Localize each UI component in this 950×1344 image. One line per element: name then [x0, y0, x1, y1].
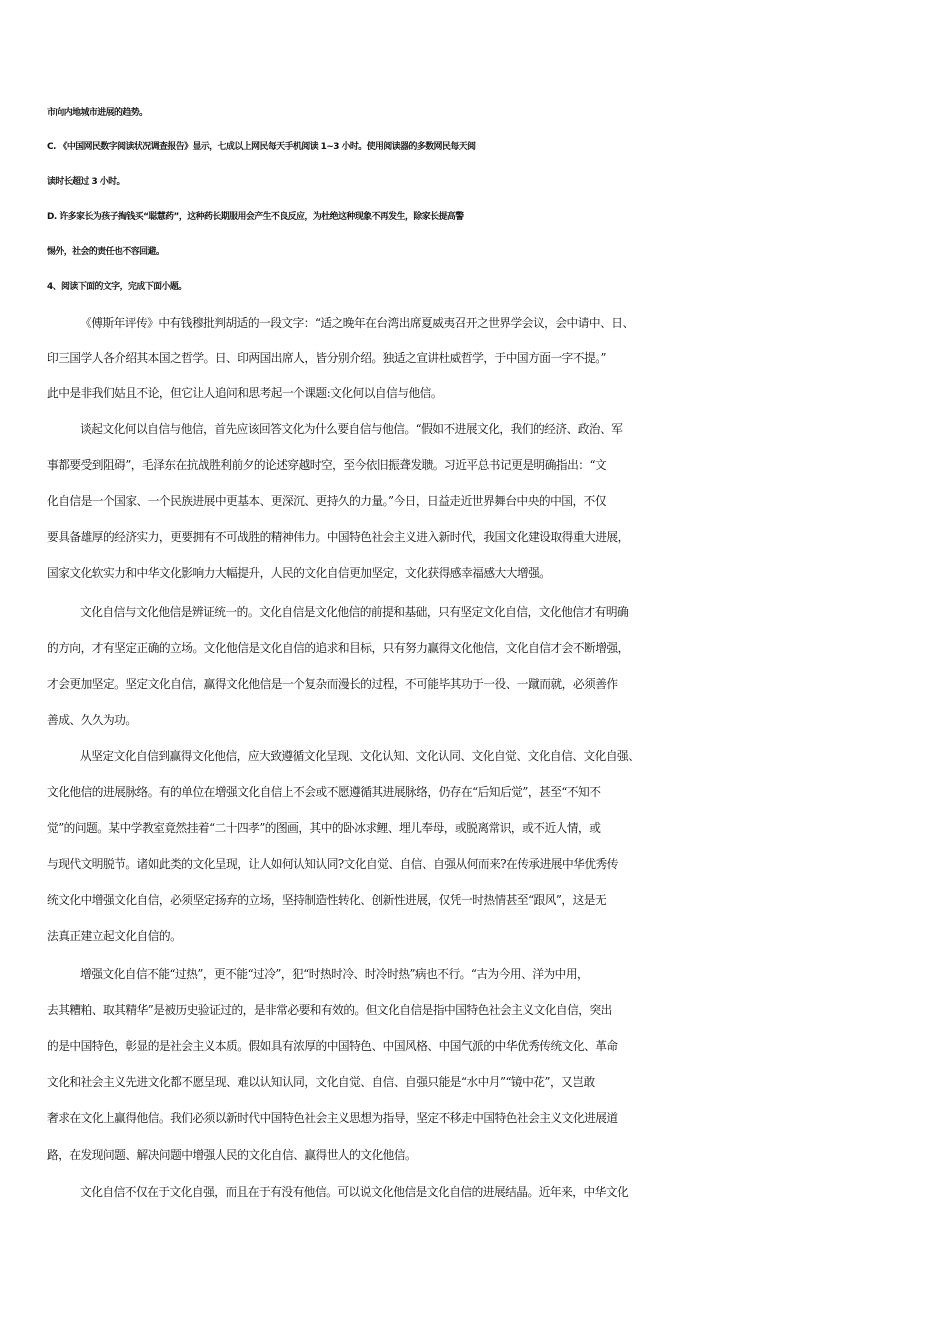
- paragraph-line: 《傅斯年评传》中有钱穆批判胡适的一段文字：“适之晚年在台湾出席夏威夷召开之世界学会议，会中请中、日、: [80, 316, 634, 330]
- text-line: 惕外，社会的责任也不容回避。: [47, 247, 165, 257]
- paragraph-line: 去其糟粕、取其精华”是被历史验证过的，是非常必要和有效的。但文化自信是指中国特色社会主义文化自信，突出: [47, 1003, 612, 1017]
- paragraph-line: 才会更加坚定。坚定文化自信，赢得文化他信是一个复杂而漫长的过程，不可能毕其功于一役、一蹴而就，必须善作: [47, 677, 618, 691]
- paragraph-line: 文化自信与文化他信是辨证统一的。文化自信是文化他信的前提和基础，只有坚定文化自信，文化他信才有明确: [80, 605, 629, 619]
- paragraph-line: 要具备雄厚的经济实力，更要拥有不可战胜的精神伟力。中国特色社会主义进入新时代，我国文化建设取得重大进展，: [47, 530, 629, 544]
- paragraph-line: 文化他信的进展脉络。有的单位在增强文化自信上不会或不愿遵循其进展脉络，仍存在“后知后觉”，甚至“不知不: [47, 785, 601, 799]
- paragraph-line: 的方向，才有坚定正确的立场。文化他信是文化自信的追求和目标，只有努力赢得文化他信，文化自信才会不断增强，: [47, 641, 629, 655]
- paragraph-line: 事都要受到阻碍”，毛泽东在抗战胜利前夕的论述穿越时空，至今依旧振聋发聩。习近平总书记更是明确指出：“文: [47, 458, 607, 472]
- paragraph-line: 此中是非我们姑且不论，但它让人追问和思考起一个课题:文化何以自信与他信。: [47, 386, 443, 400]
- paragraph-line: 印三国学人各介绍其本国之哲学。日、印两国出席人，皆分别介绍。独适之宣讲杜威哲学，于中国方面一字不提。”: [47, 351, 607, 365]
- paragraph-line: 文化和社会主义先进文化都不愿呈现、难以认知认同，文化自觉、自信、自强只能是“水中月”“镜中花”，又岂敢: [47, 1075, 595, 1089]
- paragraph-line: 国家文化软实力和中华文化影响力大幅提升，人民的文化自信更加坚定，文化获得感幸福感大大增强。: [47, 566, 551, 580]
- paragraph-line: 谈起文化何以自信与他信，首先应该回答文化为什么要自信与他信。“假如不进展文化，我们的经济、政治、军: [80, 422, 623, 436]
- option-d-line: D. 许多家长为孩子掏钱买“聪慧药”，这种药长期服用会产生不良反应，为杜绝这种现象不再发生，除家长提高警: [47, 212, 464, 222]
- option-c-line: C. 《中国网民数字阅读状况调查报告》显示，七成以上网民每天手机阅读 1~3 小时。使用阅读器的多数网民每天阅: [47, 142, 476, 152]
- paragraph-line: 善成、久久为功。: [47, 713, 137, 727]
- paragraph-line: 与现代文明脱节。诸如此类的文化呈现，让人如何认知认同?文化自觉、自信、自强从何而来?在传承进展中华优秀传: [47, 857, 618, 871]
- paragraph-line: 的是中国特色，彰显的是社会主义本质。假如具有浓厚的中国特色、中国风格、中国气派的中华优秀传统文化、革命: [47, 1039, 618, 1053]
- paragraph-line: 化自信是一个国家、一个民族进展中更基本、更深沉、更持久的力量。”今日，日益走近世界舞台中央的中国，不仅: [47, 494, 607, 508]
- paragraph-line: 法真正建立起文化自信的。: [47, 929, 182, 943]
- paragraph-line: 从坚定文化自信到赢得文化他信，应大致遵循文化呈现、文化认知、文化认同、文化自觉、文化自信、文化自强、: [80, 749, 640, 763]
- paragraph-line: 增强文化自信不能“过热”，更不能“过冷”，犯“时热时冷、时冷时热”病也不行。“古为今用、洋为中用，: [80, 967, 589, 981]
- question-heading: 4、阅读下面的文字，完成下面小题。: [47, 282, 187, 292]
- text-line: 读时长超过 3 小时。: [47, 177, 125, 187]
- text-line: 市向内地城市进展的趋势。: [47, 108, 148, 118]
- paragraph-line: 统文化中增强文化自信，必须坚定扬弃的立场，坚持制造性转化、创新性进展，仅凭一时热情甚至“跟风”，这是无: [47, 893, 607, 907]
- paragraph-line: 文化自信不仅在于文化自强，而且在于有没有他信。可以说文化他信是文化自信的进展结晶。近年来，中华文化: [80, 1185, 629, 1199]
- paragraph-line: 路，在发现问题、解决问题中增强人民的文化自信、赢得世人的文化他信。: [47, 1148, 417, 1162]
- paragraph-line: 觉”的问题。某中学教室竟然挂着“二十四孝”的图画，其中的卧冰求鲤、埋儿奉母，或脱离常识，或不近人情，或: [47, 821, 601, 835]
- paragraph-line: 奢求在文化上赢得他信。我们必须以新时代中国特色社会主义思想为指导，坚定不移走中国特色社会主义文化进展道: [47, 1111, 618, 1125]
